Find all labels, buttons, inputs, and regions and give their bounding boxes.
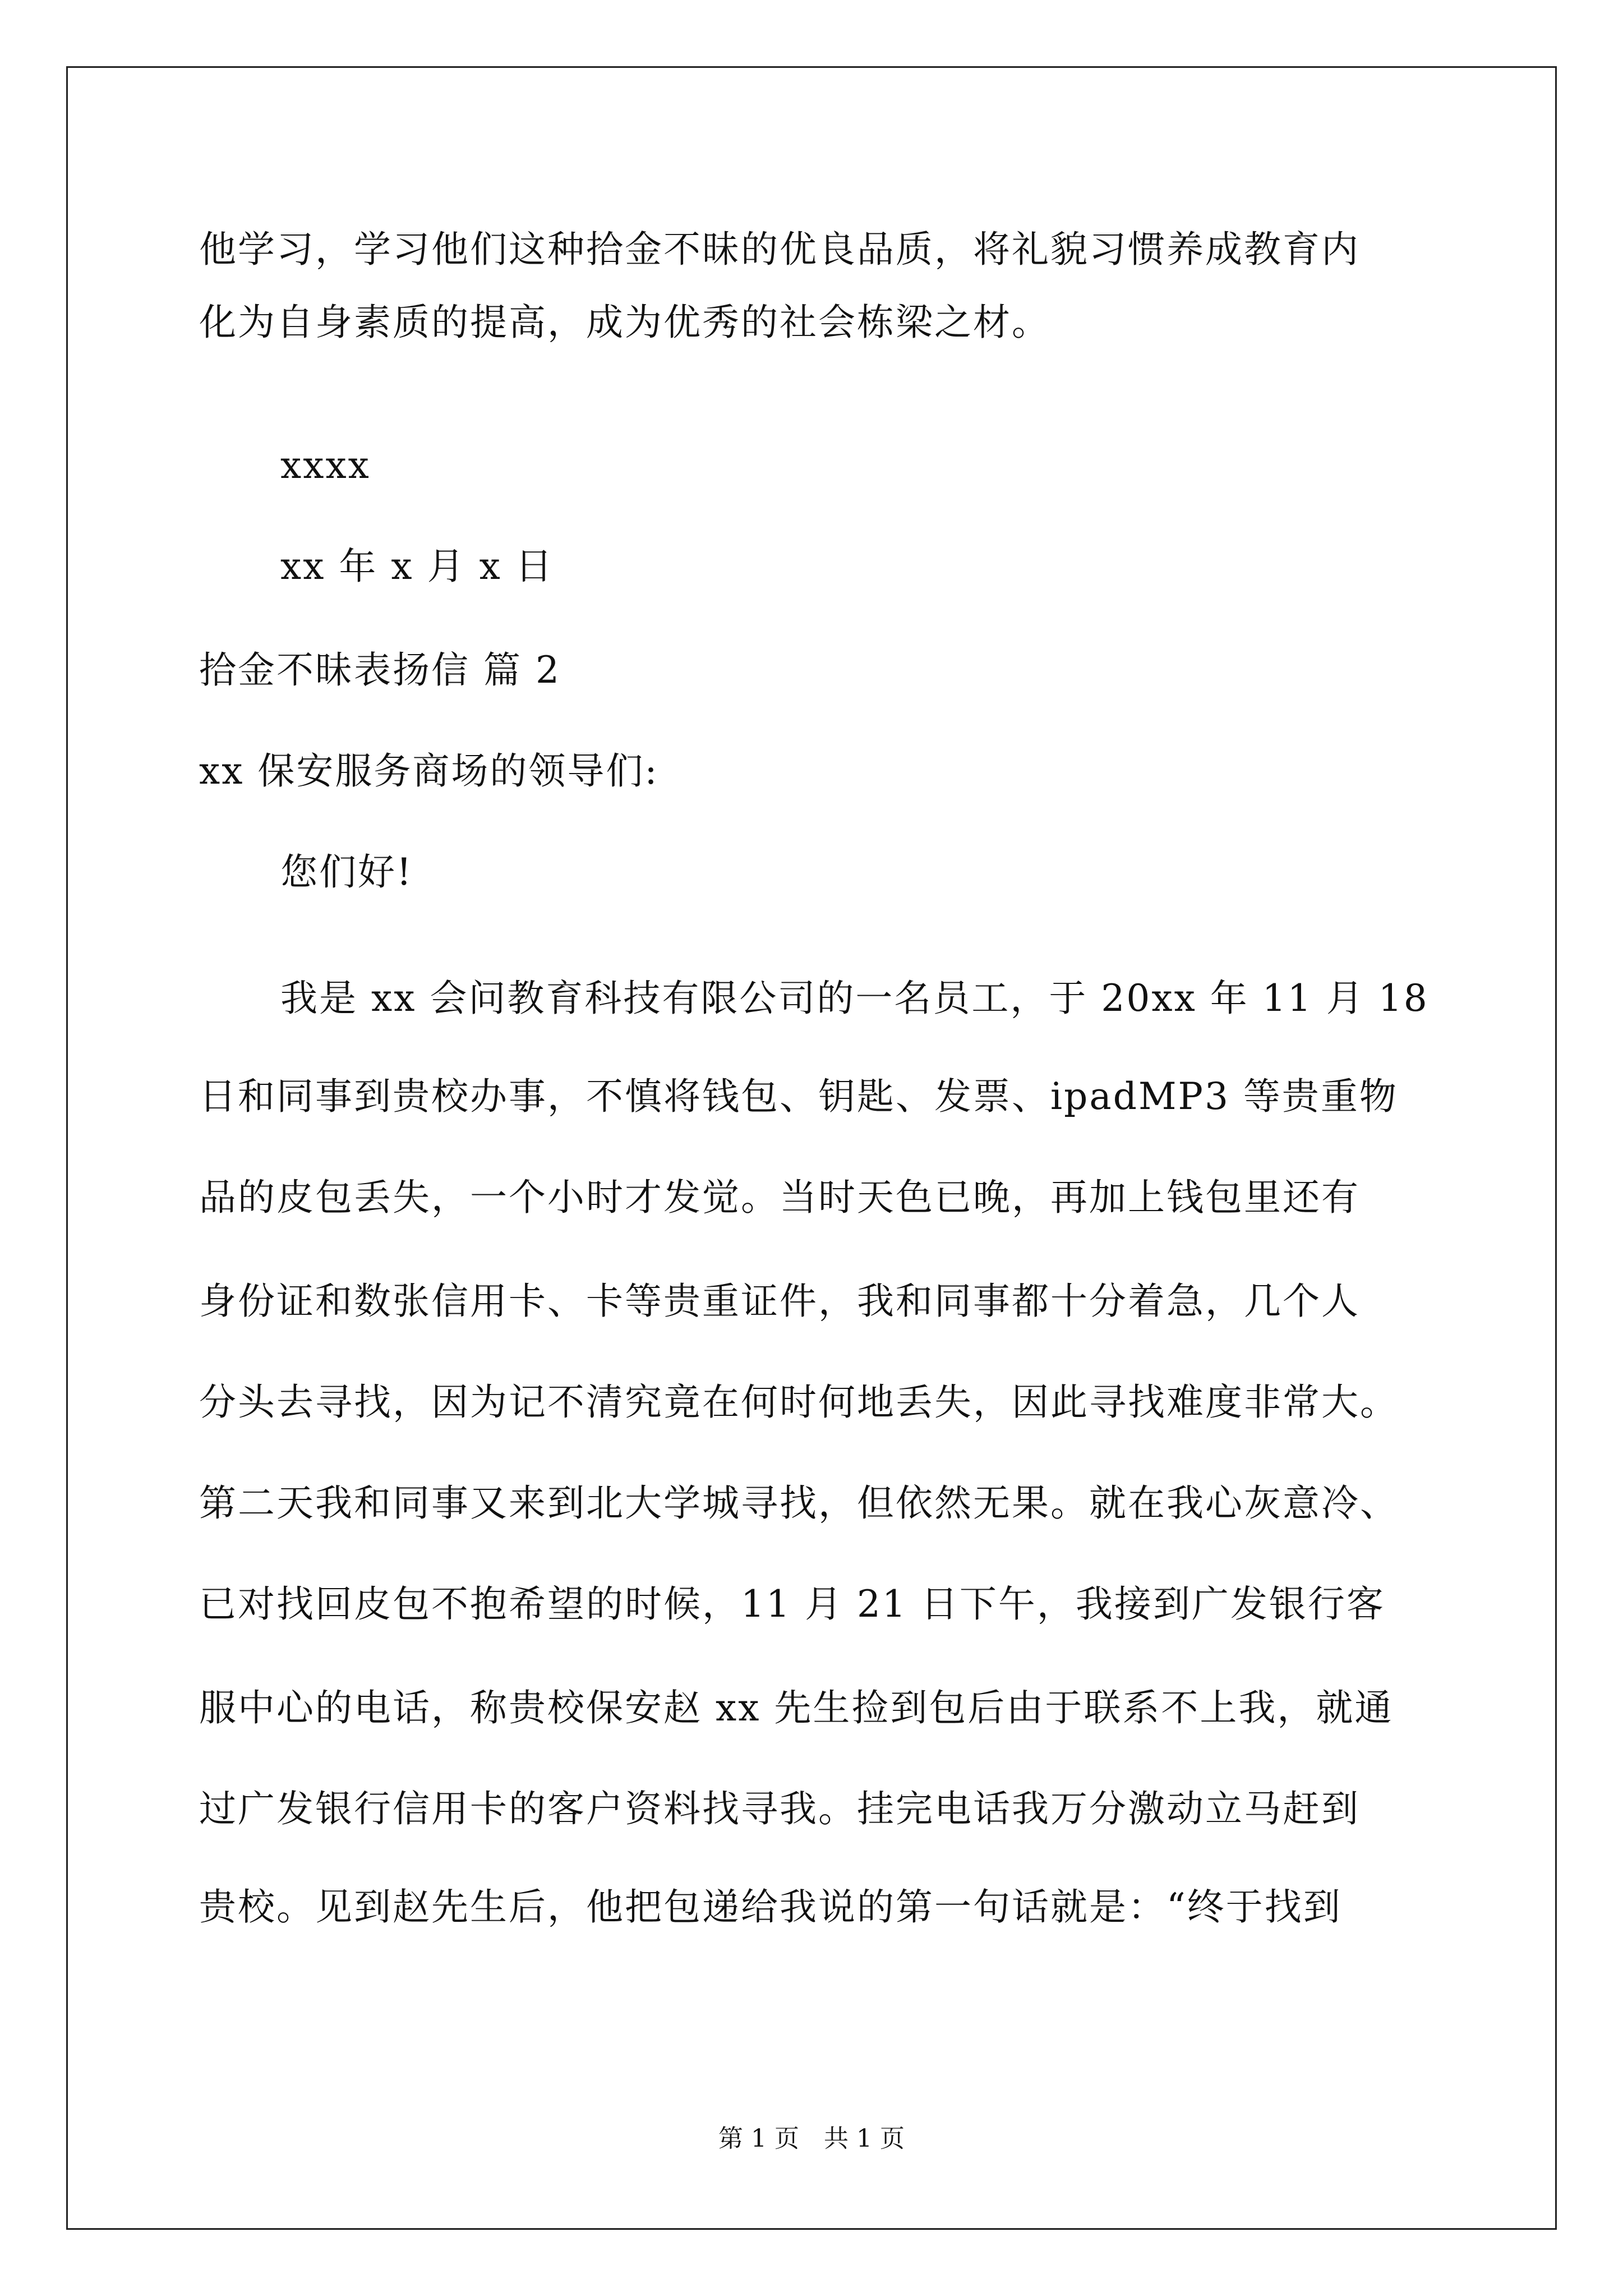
salutation: xx 保安服务商场的领导们: bbox=[199, 749, 659, 793]
text-line-2: 化为自身素质的提高，成为优秀的社会栋梁之材。 bbox=[199, 301, 1050, 344]
signature-name: xxxx bbox=[280, 444, 371, 487]
text-line-10: 品的皮包丢失，一个小时才发觉。当时天色已晚，再加上钱包里还有 bbox=[199, 1176, 1360, 1219]
text-line-17: 贵校。见到赵先生后，他把包递给我说的第一句话就是：“终于找到 bbox=[199, 1885, 1342, 1929]
text-line-12: 分头去寻找，因为记不清究竟在何时何地丢失，因此寻找难度非常大。 bbox=[199, 1381, 1399, 1424]
text-line-1: 他学习，学习他们这种拾金不昧的优良品质，将礼貌习惯养成教育内 bbox=[199, 228, 1360, 271]
text-line-11: 身份证和数张信用卡、卡等贵重证件，我和同事都十分着急，几个人 bbox=[199, 1280, 1360, 1323]
text-line-14: 已对找回皮包不抱希望的时候，11 月 21 日下午，我接到广发银行客 bbox=[199, 1582, 1385, 1626]
text-line-13: 第二天我和同事又来到北大学城寻找，但依然无果。就在我心灰意冷、 bbox=[199, 1481, 1399, 1525]
text-line-8: 我是 xx 会问教育科技有限公司的一名员工，于 20xx 年 11 月 18 bbox=[280, 977, 1429, 1020]
text-line-15: 服中心的电话，称贵校保安赵 xx 先生捡到包后由于联系不上我，就通 bbox=[199, 1686, 1394, 1729]
text-line-9: 日和同事到贵校办事，不慎将钱包、钥匙、发票、ipadMP3 等贵重物 bbox=[199, 1075, 1398, 1118]
greeting: 您们好! bbox=[280, 850, 413, 894]
page-footer: 第 1 页 共 1 页 bbox=[718, 2124, 905, 2153]
signature-date: xx 年 x 月 x 日 bbox=[280, 545, 554, 588]
text-line-16: 过广发银行信用卡的客户资料找寻我。挂完电话我万分激动立马赶到 bbox=[199, 1787, 1360, 1830]
section-heading: 拾金不昧表扬信 篇 2 bbox=[199, 648, 561, 692]
